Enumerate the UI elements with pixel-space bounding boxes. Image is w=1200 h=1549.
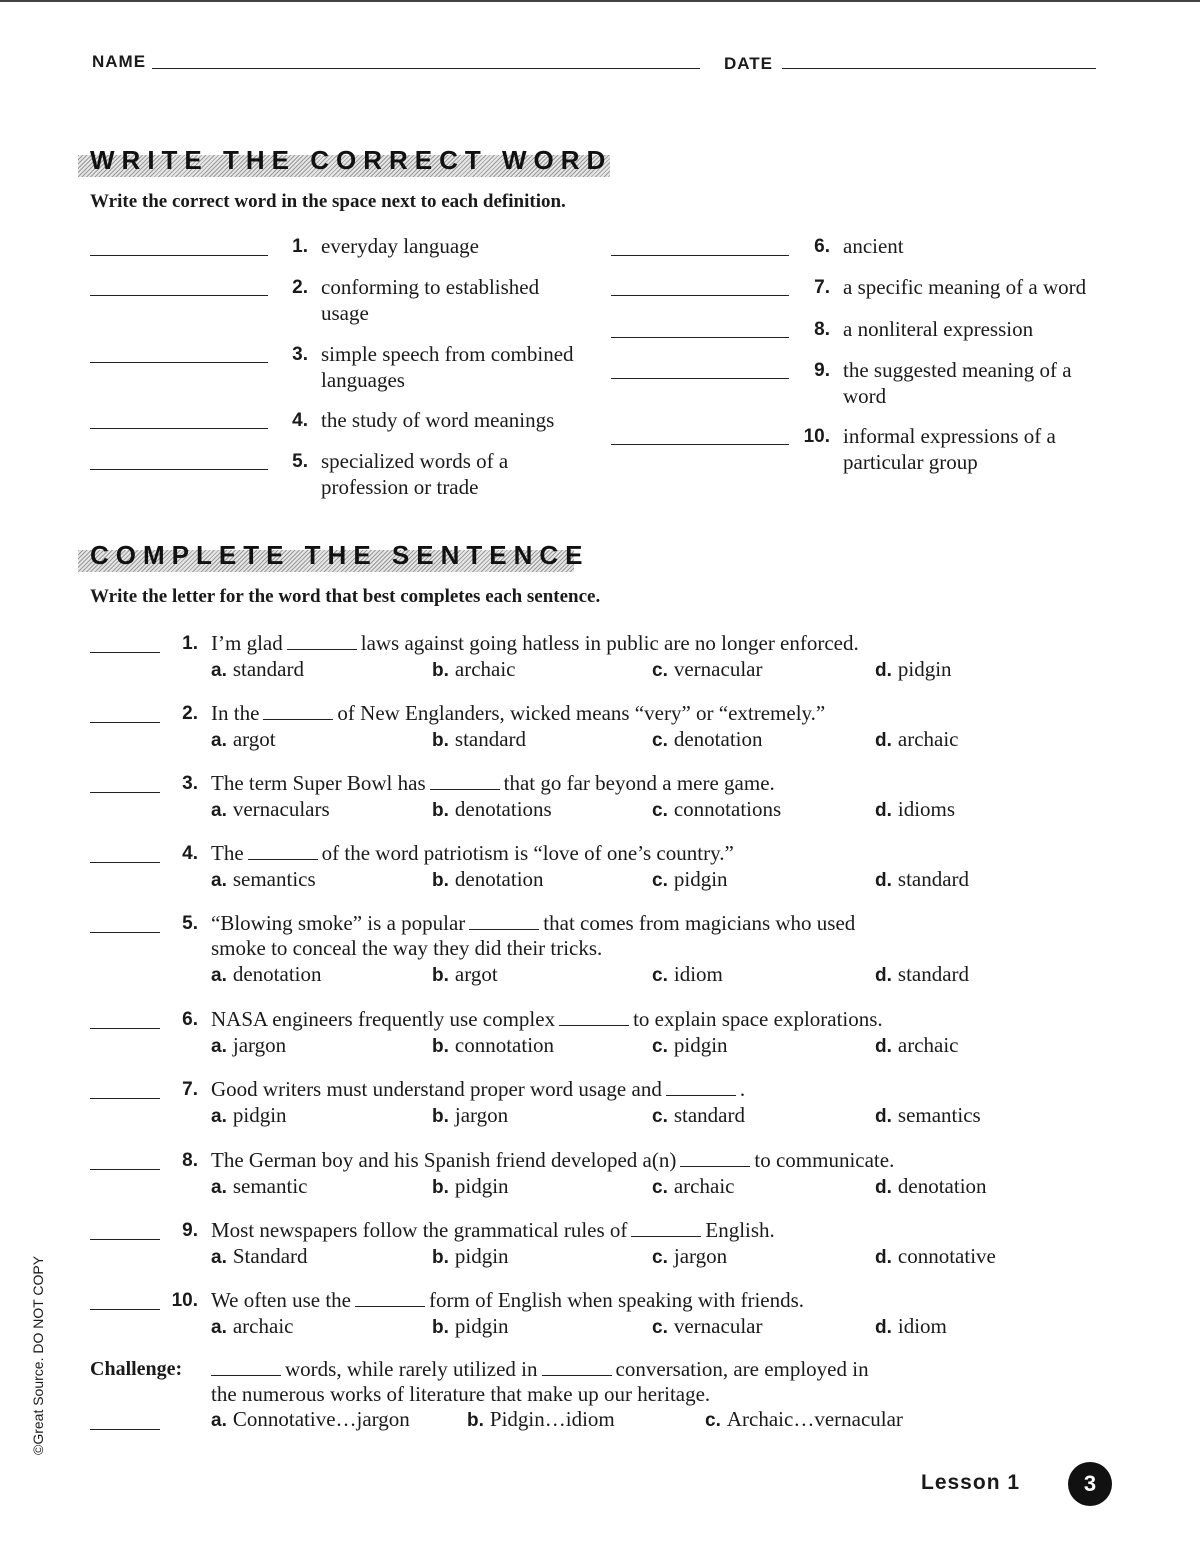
question-text xyxy=(211,841,734,866)
copyright-notice: ©Great Source. DO NOT COPY xyxy=(30,1255,46,1455)
def-number: 10. xyxy=(803,426,830,447)
definition-text: a specific meaning of a word xyxy=(843,275,1087,299)
question-text-after: of the word patriotism is “love of one’s country.” xyxy=(321,841,734,865)
option-letter: b. xyxy=(432,1177,449,1198)
option-d: d. standard xyxy=(875,962,970,986)
option-letter: d. xyxy=(875,660,892,681)
option-letter: c. xyxy=(652,1177,668,1198)
top-rule xyxy=(0,0,1200,2)
answer-blank-q8[interactable] xyxy=(90,1169,160,1170)
option-letter: d. xyxy=(875,1106,892,1127)
definition-text: the suggested meaning of a word xyxy=(843,358,1072,408)
question-number: 7. xyxy=(182,1079,198,1100)
question-number: 9. xyxy=(182,1220,198,1241)
option-a: a. semantic xyxy=(211,1174,308,1198)
challenge-text-line2: the numerous works of literature that make up our heritage. xyxy=(211,1382,711,1406)
answer-blank-def-5[interactable] xyxy=(90,469,268,470)
def-number: 6. xyxy=(814,236,830,257)
section1-title: WRITE THE CORRECT WORD xyxy=(90,145,613,175)
page-number: 3 xyxy=(1068,1462,1112,1506)
question-text-line2: smoke to conceal the way they did their tricks. xyxy=(211,936,603,960)
option-letter: d. xyxy=(875,870,892,891)
sentence-blank xyxy=(211,1375,281,1376)
answer-blank-q1[interactable] xyxy=(90,652,160,653)
answer-blank-def-6[interactable] xyxy=(611,255,789,256)
option-c: c. standard xyxy=(652,1103,746,1127)
option-c: c. pidgin xyxy=(652,1033,728,1057)
option-a: a. denotation xyxy=(211,962,322,986)
option-c: c. archaic xyxy=(652,1174,735,1198)
question-text xyxy=(211,911,855,936)
definition-text: informal expressions of a particular group xyxy=(843,424,1056,474)
sentence-blank xyxy=(469,929,539,930)
question-text xyxy=(211,1077,745,1102)
option-letter: a. xyxy=(211,1177,227,1198)
question-number: 8. xyxy=(182,1150,198,1171)
option-b: b. denotation xyxy=(432,867,544,891)
option-letter: b. xyxy=(467,1410,484,1431)
option-letter: a. xyxy=(211,1247,227,1268)
option-b: b. Pidgin…idiom xyxy=(467,1407,615,1431)
option-letter: c. xyxy=(652,870,668,891)
option-letter: a. xyxy=(211,1036,227,1057)
option-a: a. standard xyxy=(211,657,305,681)
option-letter: b. xyxy=(432,1036,449,1057)
option-letter: d. xyxy=(875,800,892,821)
option-letter: c. xyxy=(652,660,668,681)
question-text xyxy=(211,1218,775,1243)
question-text-before: “Blowing smoke” is a popular xyxy=(211,911,466,935)
option-a: a. pidgin xyxy=(211,1103,287,1127)
option-b: b. denotations xyxy=(432,797,552,821)
option-b: b. pidgin xyxy=(432,1174,509,1198)
question-text-before: The xyxy=(211,841,244,865)
answer-blank-q4[interactable] xyxy=(90,862,160,863)
question-number: 1. xyxy=(182,633,198,654)
answer-blank-q10[interactable] xyxy=(90,1309,160,1310)
option-letter: b. xyxy=(432,1317,449,1338)
lesson-label: Lesson 1 xyxy=(921,1471,1021,1494)
sentence-blank xyxy=(263,719,333,720)
answer-blank-q5[interactable] xyxy=(90,932,160,933)
option-d: d. archaic xyxy=(875,727,959,751)
option-a: a. Connotative…jargon xyxy=(211,1407,410,1431)
option-letter: b. xyxy=(432,730,449,751)
option-b: b. pidgin xyxy=(432,1314,509,1338)
question-text-before: We often use the xyxy=(211,1288,352,1312)
def-number: 3. xyxy=(292,344,308,365)
option-b: b. jargon xyxy=(432,1103,509,1127)
option-letter: a. xyxy=(211,965,227,986)
question-number: 6. xyxy=(182,1009,198,1030)
option-d: d. semantics xyxy=(875,1103,981,1127)
question-text-after: of New Englanders, wicked means “very” or “extremely.” xyxy=(337,701,826,725)
option-letter: d. xyxy=(875,730,892,751)
option-letter: b. xyxy=(432,1106,449,1127)
definition-text: conforming to established usage xyxy=(321,275,540,325)
name-label: NAME xyxy=(92,52,147,71)
question-text-before: The term Super Bowl has xyxy=(211,771,426,795)
definition-text: the study of word meanings xyxy=(321,408,555,432)
option-letter: b. xyxy=(432,965,449,986)
option-d: d. pidgin xyxy=(875,657,952,681)
challenge-text-1: words, while rarely utilized in xyxy=(285,1357,538,1381)
answer-blank-q7[interactable] xyxy=(90,1098,160,1099)
question-text-after: laws against going hatless in public are no longer enforced. xyxy=(360,631,859,655)
question-text xyxy=(211,771,775,796)
option-a: a. semantics xyxy=(211,867,316,891)
question-number: 10. xyxy=(171,1290,198,1311)
def-number: 7. xyxy=(814,277,830,298)
question-text-after: English. xyxy=(705,1218,775,1242)
question-number: 5. xyxy=(182,913,198,934)
option-letter: b. xyxy=(432,800,449,821)
answer-blank-q9[interactable] xyxy=(90,1239,160,1240)
option-letter: a. xyxy=(211,730,227,751)
def-number: 4. xyxy=(292,410,308,431)
question-text-after: to explain space explorations. xyxy=(633,1007,883,1031)
date-field[interactable] xyxy=(782,68,1096,69)
question-text-after: to communicate. xyxy=(754,1148,895,1172)
question-text-before: Good writers must understand proper word usage and xyxy=(211,1077,662,1101)
answer-blank-q6[interactable] xyxy=(90,1028,160,1029)
question-text-after: that go far beyond a mere game. xyxy=(503,771,775,795)
definition-text: everyday language xyxy=(321,234,480,258)
question-text xyxy=(211,701,825,726)
option-letter: d. xyxy=(875,1177,892,1198)
option-letter: d. xyxy=(875,1247,892,1268)
option-letter: d. xyxy=(875,1036,892,1057)
option-letter: c. xyxy=(705,1410,721,1431)
question-number: 3. xyxy=(182,773,198,794)
option-letter: c. xyxy=(652,800,668,821)
sentence-blank xyxy=(287,649,357,650)
answer-blank-def-4[interactable] xyxy=(90,428,268,429)
option-letter: c. xyxy=(652,1247,668,1268)
option-a: a. archaic xyxy=(211,1314,294,1338)
question-text xyxy=(211,1148,894,1173)
question-text-after: form of English when speaking with friends. xyxy=(429,1288,805,1312)
question-number: 4. xyxy=(182,843,198,864)
question-text-after: that comes from magicians who used xyxy=(543,911,856,935)
definition-text: simple speech from combined languages xyxy=(321,342,574,392)
question-text xyxy=(211,1007,883,1032)
option-a: a. Standard xyxy=(211,1244,308,1268)
challenge-text xyxy=(211,1357,869,1382)
option-letter: c. xyxy=(652,1036,668,1057)
question-text-after: . xyxy=(739,1077,746,1101)
option-letter: d. xyxy=(875,965,892,986)
name-field[interactable] xyxy=(152,68,700,69)
sentence-blank xyxy=(559,1025,629,1026)
option-b: b. argot xyxy=(432,962,498,986)
option-c: c. denotation xyxy=(652,727,763,751)
def-number: 8. xyxy=(814,319,830,340)
option-a: a. argot xyxy=(211,727,276,751)
option-b: b. pidgin xyxy=(432,1244,509,1268)
option-letter: a. xyxy=(211,800,227,821)
option-c: c. idiom xyxy=(652,962,723,986)
option-d: d. standard xyxy=(875,867,970,891)
option-letter: a. xyxy=(211,870,227,891)
sentence-blank xyxy=(666,1095,736,1096)
option-letter: a. xyxy=(211,660,227,681)
option-letter: a. xyxy=(211,1106,227,1127)
option-c: c. Archaic…vernacular xyxy=(705,1407,903,1431)
option-c: c. vernacular xyxy=(652,657,763,681)
sentence-blank xyxy=(355,1306,425,1307)
option-b: b. archaic xyxy=(432,657,516,681)
definition-text: ancient xyxy=(843,234,904,258)
option-c: c. vernacular xyxy=(652,1314,763,1338)
question-number: 2. xyxy=(182,703,198,724)
sentence-blank xyxy=(248,859,318,860)
answer-blank-q2[interactable] xyxy=(90,722,160,723)
option-letter: c. xyxy=(652,730,668,751)
option-d: d. idioms xyxy=(875,797,956,821)
question-text-before: The German boy and his Spanish friend developed a(n) xyxy=(211,1148,677,1172)
option-c: c. jargon xyxy=(652,1244,728,1268)
option-a: a. jargon xyxy=(211,1033,287,1057)
option-letter: c. xyxy=(652,1106,668,1127)
answer-blank-def-3[interactable] xyxy=(90,362,268,363)
definition-text: a nonliteral expression xyxy=(843,317,1034,341)
question-text-before: NASA engineers frequently use complex xyxy=(211,1007,556,1031)
option-c: c. pidgin xyxy=(652,867,728,891)
option-letter: b. xyxy=(432,870,449,891)
def-number: 1. xyxy=(292,236,308,257)
question-text xyxy=(211,1288,804,1313)
date-label: DATE xyxy=(724,54,774,73)
sentence-blank xyxy=(542,1375,612,1376)
option-letter: b. xyxy=(432,660,449,681)
answer-blank-q3[interactable] xyxy=(90,792,160,793)
answer-blank-challenge[interactable] xyxy=(90,1429,160,1430)
option-a: a. vernaculars xyxy=(211,797,330,821)
def-number: 5. xyxy=(292,451,308,472)
sentence-blank xyxy=(680,1166,750,1167)
sentence-blank xyxy=(631,1236,701,1237)
option-c: c. connotations xyxy=(652,797,782,821)
option-b: b. standard xyxy=(432,727,527,751)
option-letter: b. xyxy=(432,1247,449,1268)
answer-blank-def-7[interactable] xyxy=(611,295,789,296)
option-letter: a. xyxy=(211,1317,227,1338)
option-letter: c. xyxy=(652,965,668,986)
section2-title: COMPLETE THE SENTENCE xyxy=(90,540,590,570)
challenge-text-2: conversation, are employed in xyxy=(615,1357,869,1381)
option-d: d. connotative xyxy=(875,1244,996,1268)
definition-text: specialized words of a profession or trade xyxy=(321,449,509,499)
answer-blank-def-10[interactable] xyxy=(611,444,789,445)
question-text-before: I’m glad xyxy=(211,631,283,655)
option-letter: c. xyxy=(652,1317,668,1338)
question-text xyxy=(211,631,859,656)
section2-instruction: Write the letter for the word that best completes each sentence. xyxy=(90,586,601,607)
def-number: 2. xyxy=(292,277,308,298)
def-number: 9. xyxy=(814,360,830,381)
answer-blank-def-8[interactable] xyxy=(611,337,789,338)
sentence-blank xyxy=(430,789,500,790)
option-letter: a. xyxy=(211,1410,227,1431)
option-d: d. denotation xyxy=(875,1174,987,1198)
option-d: d. archaic xyxy=(875,1033,959,1057)
answer-blank-def-2[interactable] xyxy=(90,295,268,296)
option-letter: d. xyxy=(875,1317,892,1338)
question-text-before: Most newspapers follow the grammatical rules of xyxy=(211,1218,628,1242)
question-text-before: In the xyxy=(211,701,260,725)
challenge-label: Challenge: xyxy=(90,1358,183,1380)
option-d: d. idiom xyxy=(875,1314,947,1338)
answer-blank-def-1[interactable] xyxy=(90,255,268,256)
answer-blank-def-9[interactable] xyxy=(611,378,789,379)
section1-instruction: Write the correct word in the space next to each definition. xyxy=(90,191,566,212)
option-b: b. connotation xyxy=(432,1033,555,1057)
